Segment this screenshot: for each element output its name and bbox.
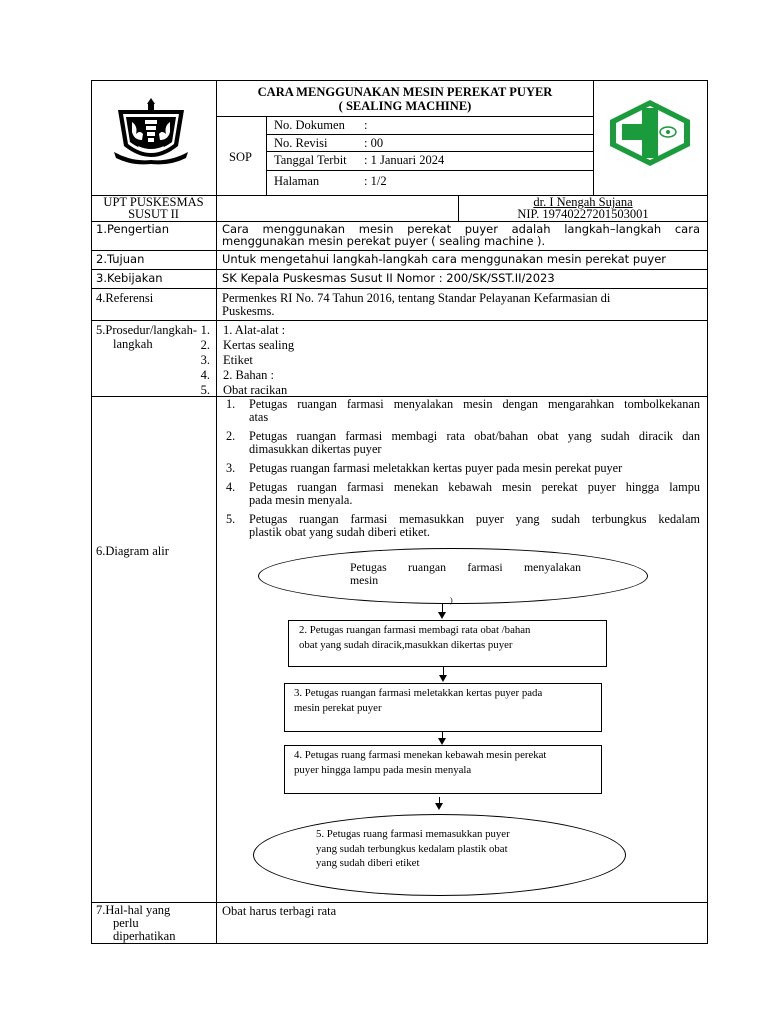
flow-node-5-line-2: yang sudah terbungkus kedalam plastik obat bbox=[316, 842, 508, 855]
step-text-line-2: pada mesin menyala. bbox=[249, 493, 353, 507]
prosedur-number: 3. bbox=[200, 353, 210, 367]
grid-line bbox=[91, 902, 708, 903]
grid-line bbox=[91, 250, 708, 251]
pengertian-line-2: menggunakan mesin perekat puyer ( sealing machine ). bbox=[222, 234, 546, 248]
org-line-2: SUSUT II bbox=[128, 207, 179, 221]
prosedur-label-line-1: 5.Prosedur/langkah- bbox=[96, 323, 198, 337]
kebijakan-text: SK Kepala Puskesmas Susut II Nomor : 200/SK/SST.II/2023 bbox=[222, 271, 555, 285]
prosedur-number: 5. bbox=[200, 383, 210, 397]
prosedur-line: Etiket bbox=[223, 353, 253, 367]
grid-line bbox=[91, 320, 708, 321]
flow-arrow-head bbox=[438, 612, 446, 619]
issue-date-label: Tanggal Terbit bbox=[274, 153, 347, 167]
table-border-top bbox=[91, 80, 708, 81]
hal-hal-text: Obat harus terbagi rata bbox=[222, 904, 337, 918]
grid-line bbox=[266, 116, 267, 195]
page-value: : 1/2 bbox=[364, 174, 387, 188]
grid-line bbox=[266, 151, 594, 152]
step-text-line-1: Petugas ruangan farmasi membagi rata obat/bahan obat yang sudah diracik dan bbox=[249, 429, 700, 443]
flow-node-1 bbox=[258, 548, 648, 604]
referensi-line-2: Puskesms. bbox=[222, 304, 275, 318]
referensi-line-1: Permenkes RI No. 74 Tahun 2016, tentang Standar Pelayanan Kefarmasian di bbox=[222, 291, 611, 305]
flow-arrow-head bbox=[438, 738, 446, 745]
flow-node-4-line-1: 4. Petugas ruang farmasi menekan kebawah mesin perekat bbox=[294, 749, 547, 761]
diagram-label: 6.Diagram alir bbox=[96, 544, 169, 558]
flow-arrow-head bbox=[439, 675, 447, 682]
step-text-line-1: Petugas ruangan farmasi meletakkan kertas puyer pada mesin perekat puyer bbox=[249, 461, 623, 475]
tujuan-text: Untuk mengetahui langkah-langkah cara menggunakan mesin perekat puyer bbox=[222, 252, 667, 266]
grid-line bbox=[266, 170, 594, 171]
flow-node-4 bbox=[284, 745, 602, 794]
flow-node-5-line-1: 5. Petugas ruang farmasi memasukkan puyer bbox=[316, 828, 510, 840]
step-text-line-2: atas bbox=[249, 410, 269, 424]
step-number: 1. bbox=[226, 397, 236, 411]
org-line-1: UPT PUSKESMAS bbox=[103, 195, 204, 209]
step-number: 5. bbox=[226, 512, 236, 526]
flow-node-1-line-2: mesin bbox=[350, 573, 379, 587]
grid-line bbox=[266, 134, 594, 135]
prosedur-label-line-2: langkah bbox=[113, 337, 153, 351]
tujuan-label: 2.Tujuan bbox=[96, 252, 145, 266]
title-line-1: CARA MENGGUNAKAN MESIN PEREKAT PUYER bbox=[257, 85, 553, 99]
signer-block bbox=[458, 196, 708, 220]
flow-node-3 bbox=[284, 683, 602, 732]
org-name bbox=[91, 196, 216, 220]
pengertian-label: 1.Pengertian bbox=[96, 222, 170, 236]
flow-node-5-text bbox=[316, 827, 576, 871]
doc-number-label: No. Dokumen bbox=[274, 118, 345, 132]
prosedur-line: 2. Bahan : bbox=[223, 368, 275, 382]
flow-node-1-line-1: Petugas ruangan farmasi menyalakan bbox=[350, 560, 581, 574]
prosedur-line: 1. Alat-alat : bbox=[223, 323, 286, 337]
step-text-line-1: Petugas ruangan farmasi memasukkan puyer yang sudah terbungkus kedalam bbox=[249, 512, 700, 526]
flow-node-2-line-2: obat yang sudah diracik,masukkan dikertas puyer bbox=[299, 639, 513, 651]
flow-node-3-line-2: mesin perekat puyer bbox=[294, 702, 382, 714]
hal-hal-label bbox=[96, 904, 175, 943]
document-title bbox=[217, 85, 593, 113]
hal-hal-label-line-3: diperhatikan bbox=[113, 929, 176, 943]
sop-label: SOP bbox=[229, 150, 252, 164]
prosedur-number: 1. bbox=[200, 323, 210, 337]
issue-date-value: : 1 Januari 2024 bbox=[364, 153, 445, 167]
flow-node-2-line-1: 2. Petugas ruangan farmasi membagi rata obat /bahan bbox=[299, 624, 531, 636]
hal-hal-label-line-2: perlu bbox=[113, 916, 139, 930]
bali-emblem-logo bbox=[112, 96, 190, 166]
prosedur-number: 4. bbox=[200, 368, 210, 382]
prosedur-number: 2. bbox=[200, 338, 210, 352]
grid-line bbox=[91, 288, 708, 289]
step-text-line-1: Petugas ruangan farmasi menekan kebawah mesin perekat puyer hingga lampu bbox=[249, 480, 700, 494]
pengertian-line-1: Cara menggunakan mesin perekat puyer adalah langkah–langkah cara bbox=[222, 222, 700, 236]
signer-name: dr. I Nengah Sujana bbox=[533, 195, 633, 209]
step-text-line-1: Petugas ruangan farmasi menyalakan mesin dengan mengarahkan tombolkekanan bbox=[249, 397, 700, 411]
grid-line bbox=[216, 116, 594, 117]
doc-number-value: : bbox=[364, 118, 368, 132]
step-text-line-2: dimasukkan dikertas puyer bbox=[249, 442, 382, 456]
flow-node-3-line-1: 3. Petugas ruangan farmasi meletakkan kertas puyer pada bbox=[294, 687, 543, 699]
revision-label: No. Revisi bbox=[274, 136, 328, 150]
revision-value: : 00 bbox=[364, 136, 384, 150]
prosedur-line: Obat racikan bbox=[223, 383, 288, 397]
page-label: Halaman bbox=[274, 174, 320, 188]
step-number: 4. bbox=[226, 480, 236, 494]
flow-arrow-head bbox=[435, 803, 443, 810]
kebijakan-label: 3.Kebijakan bbox=[96, 271, 163, 285]
title-line-2: ( SEALING MACHINE) bbox=[338, 99, 472, 113]
flow-node-5-line-3: yang sudah diberi etiket bbox=[316, 857, 420, 869]
table-border-bottom bbox=[91, 943, 708, 944]
flow-node-4-line-2: puyer hingga lampu pada mesin menyala bbox=[294, 764, 472, 776]
signer-nip: NIP. 19740227201503001 bbox=[517, 207, 649, 221]
grid-line bbox=[91, 269, 708, 270]
grid-line bbox=[593, 80, 594, 195]
step-text-line-2: plastik obat yang sudah diberi etiket. bbox=[249, 525, 430, 539]
grid-line bbox=[216, 80, 217, 944]
referensi-label: 4.Referensi bbox=[96, 291, 154, 305]
step-number: 3. bbox=[226, 461, 236, 475]
hal-hal-label-line-1: 7.Hal-hal yang bbox=[96, 903, 171, 917]
prosedur-line: Kertas sealing bbox=[223, 338, 295, 352]
stray-mark: ) bbox=[450, 596, 453, 605]
prosedur-numbers bbox=[190, 323, 210, 398]
prosedur-list bbox=[223, 323, 523, 398]
puskesmas-logo bbox=[606, 98, 694, 168]
flow-node-2 bbox=[288, 620, 607, 667]
step-number: 2. bbox=[226, 429, 236, 443]
